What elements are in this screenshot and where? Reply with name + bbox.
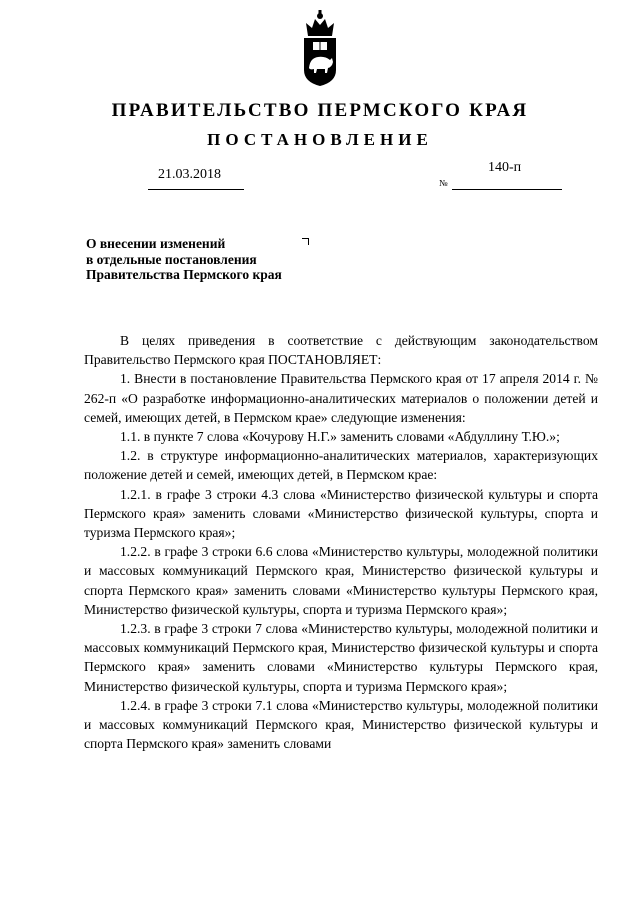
number-underline xyxy=(452,189,562,190)
document-subject xyxy=(86,236,282,283)
government-title: ПРАВИТЕЛЬСТВО ПЕРМСКОГО КРАЯ xyxy=(111,100,529,121)
item-1-2: 1.2. в структуре информационно-аналитических материалов, характеризующих положение детей и семей, имеющих детей, в Пермском крае: xyxy=(84,448,598,483)
number-sign: № xyxy=(439,178,448,188)
date-underline xyxy=(148,189,244,190)
item-1-2-2: 1.2.2. в графе 3 строки 6.6 слова «Министерство культуры, молодежной политики и массовых коммуникаций Пермского края, Министерство физической культуры и спорта Пермского края» заменить словами «Министерство культуры Пермского края, Министерство физической культуры, спорта и туризма Пермского края»; xyxy=(84,544,598,617)
subject-line-1: О внесении изменений xyxy=(86,236,226,251)
document-date: 21.03.2018 xyxy=(158,167,221,182)
subject-corner-mark xyxy=(302,238,309,245)
item-1-2-3: 1.2.3. в графе 3 строки 7 слова «Министерство культуры, молодежной политики и массовых коммуникаций Пермского края, Министерство физической культуры и спорта Пермского края» заменить словами «Министерство культуры Пермского края, Министерство физической культуры, спорта и туризма Пермского края»; xyxy=(84,621,598,694)
intro-paragraph: В целях приведения в соответствие с действующим законодательством Правительство Пермского края ПОСТАНОВЛЯЕТ: xyxy=(84,333,598,368)
item-1: 1. Внести в постановление Правительства Пермского края от 17 апреля 2014 г. № 262-п «О разработке информационно-аналитических материалов о положении детей и семей, имеющих детей, в Пермском крае» следующие изменения: xyxy=(84,371,598,425)
document-body xyxy=(84,331,598,753)
document-number: 140-п xyxy=(488,160,522,175)
subject-line-2: в отдельные постановления xyxy=(86,251,257,267)
item-1-1: 1.1. в пункте 7 слова «Кочурову Н.Г.» заменить словами «Абдуллину Т.Ю.»; xyxy=(120,429,560,445)
item-1-2-4: 1.2.4. в графе 3 строки 7.1 слова «Министерство культуры, молодежной политики и массовых коммуникаций Пермского края, Министерство физической культуры и спорта Пермского края» заменить словами xyxy=(84,697,598,752)
item-1-2-1: 1.2.1. в графе 3 строки 4.3 слова «Министерство физической культуры и спорта Пермского края» заменить словами «Министерство физической культуры, спорта и туризма Пермского края»; xyxy=(84,486,598,541)
perm-krai-coat-of-arms-icon xyxy=(301,10,339,88)
document-type-title: ПОСТАНОВЛЕНИЕ xyxy=(207,130,433,149)
subject-line-3: Правительства Пермского края xyxy=(86,267,282,282)
